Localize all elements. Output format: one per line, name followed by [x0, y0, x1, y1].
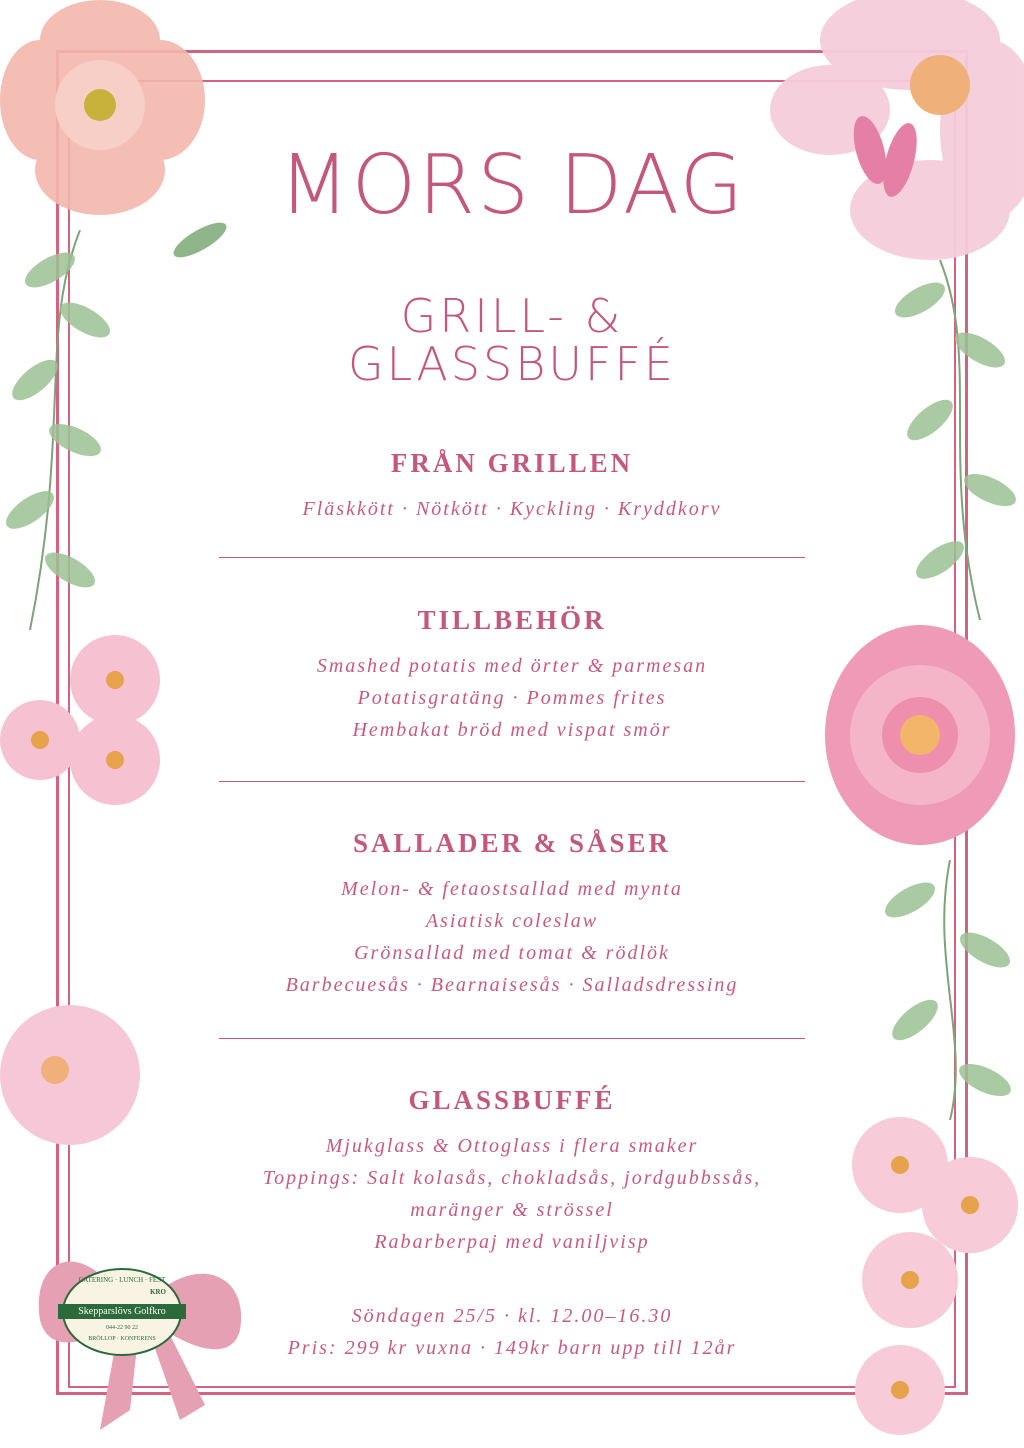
section-heading: SALLADER & SÅSER	[352, 828, 672, 858]
divider	[219, 557, 805, 558]
left-lower-flower-icon	[0, 990, 160, 1160]
menu-line: Mjukglass & Ottoglass i flera smaker	[325, 1135, 699, 1157]
footer-info	[200, 1300, 824, 1364]
left-vine-leaves-icon	[0, 230, 120, 630]
page-title: MORS DAG	[278, 138, 746, 233]
menu-line: Fläskkött · Nötkött · Kyckling · Kryddkorv	[302, 498, 722, 520]
menu-line: Potatisgratäng · Pommes frites	[357, 687, 667, 709]
logo-bottom-text: BRÖLLOP · KONFERENS	[88, 1336, 156, 1342]
date-line: Söndagen 25/5 · kl. 12.00–16.30	[351, 1305, 673, 1327]
section-sallader-saser	[200, 828, 824, 1001]
logo-name: Skepparslövs Golfkro	[58, 1304, 186, 1319]
right-dahlia-icon	[820, 610, 1024, 860]
section-glassbuffe	[200, 1085, 824, 1258]
divider	[219, 781, 805, 782]
menu-line: Asiatisk coleslaw	[425, 910, 599, 932]
page-subtitle	[200, 289, 824, 391]
section-fran-grillen	[200, 448, 824, 525]
section-heading: TILLBEHÖR	[417, 605, 607, 635]
menu-line: maränger & strössel	[410, 1199, 614, 1221]
menu-line: Rabarberpaj med vaniljvisp	[374, 1231, 650, 1253]
divider	[219, 1038, 805, 1039]
left-flowers-icon	[0, 620, 180, 840]
subtitle-line-1: GRILL- &	[400, 289, 624, 343]
subtitle-line-2: GLASSBUFFÉ	[348, 337, 676, 391]
section-tillbehor	[200, 605, 824, 746]
menu-line: Smashed potatis med örter & parmesan	[316, 655, 708, 677]
menu-line: Hembakat bröd med vispat smör	[352, 719, 672, 741]
right-mid-leaves-icon	[870, 860, 1024, 1120]
right-vine-leaves-icon	[880, 260, 1024, 620]
menu-line: Grönsallad med tomat & rödlök	[354, 942, 670, 964]
logo-top-text: CATERING · LUNCH · FEST	[78, 1276, 166, 1284]
logo-kro-badge: KRO	[150, 1288, 166, 1296]
logo-badge	[62, 1268, 182, 1356]
menu-line: Toppings: Salt kolasås, chokladsås, jordgubbssås,	[262, 1167, 762, 1189]
section-heading: GLASSBUFFÉ	[408, 1085, 616, 1115]
right-lower-flowers-icon	[840, 1110, 1024, 1448]
logo-phone: 044-22 90 22	[106, 1325, 138, 1331]
menu-line: Melon- & fetaostsallad med mynta	[341, 878, 683, 900]
section-heading: FRÅN GRILLEN	[390, 448, 634, 478]
menu-line: Barbecuesås · Bearnaisesås · Salladsdressing	[285, 974, 739, 996]
price-line: Pris: 299 kr vuxna · 149kr barn upp till 12år	[287, 1337, 737, 1359]
